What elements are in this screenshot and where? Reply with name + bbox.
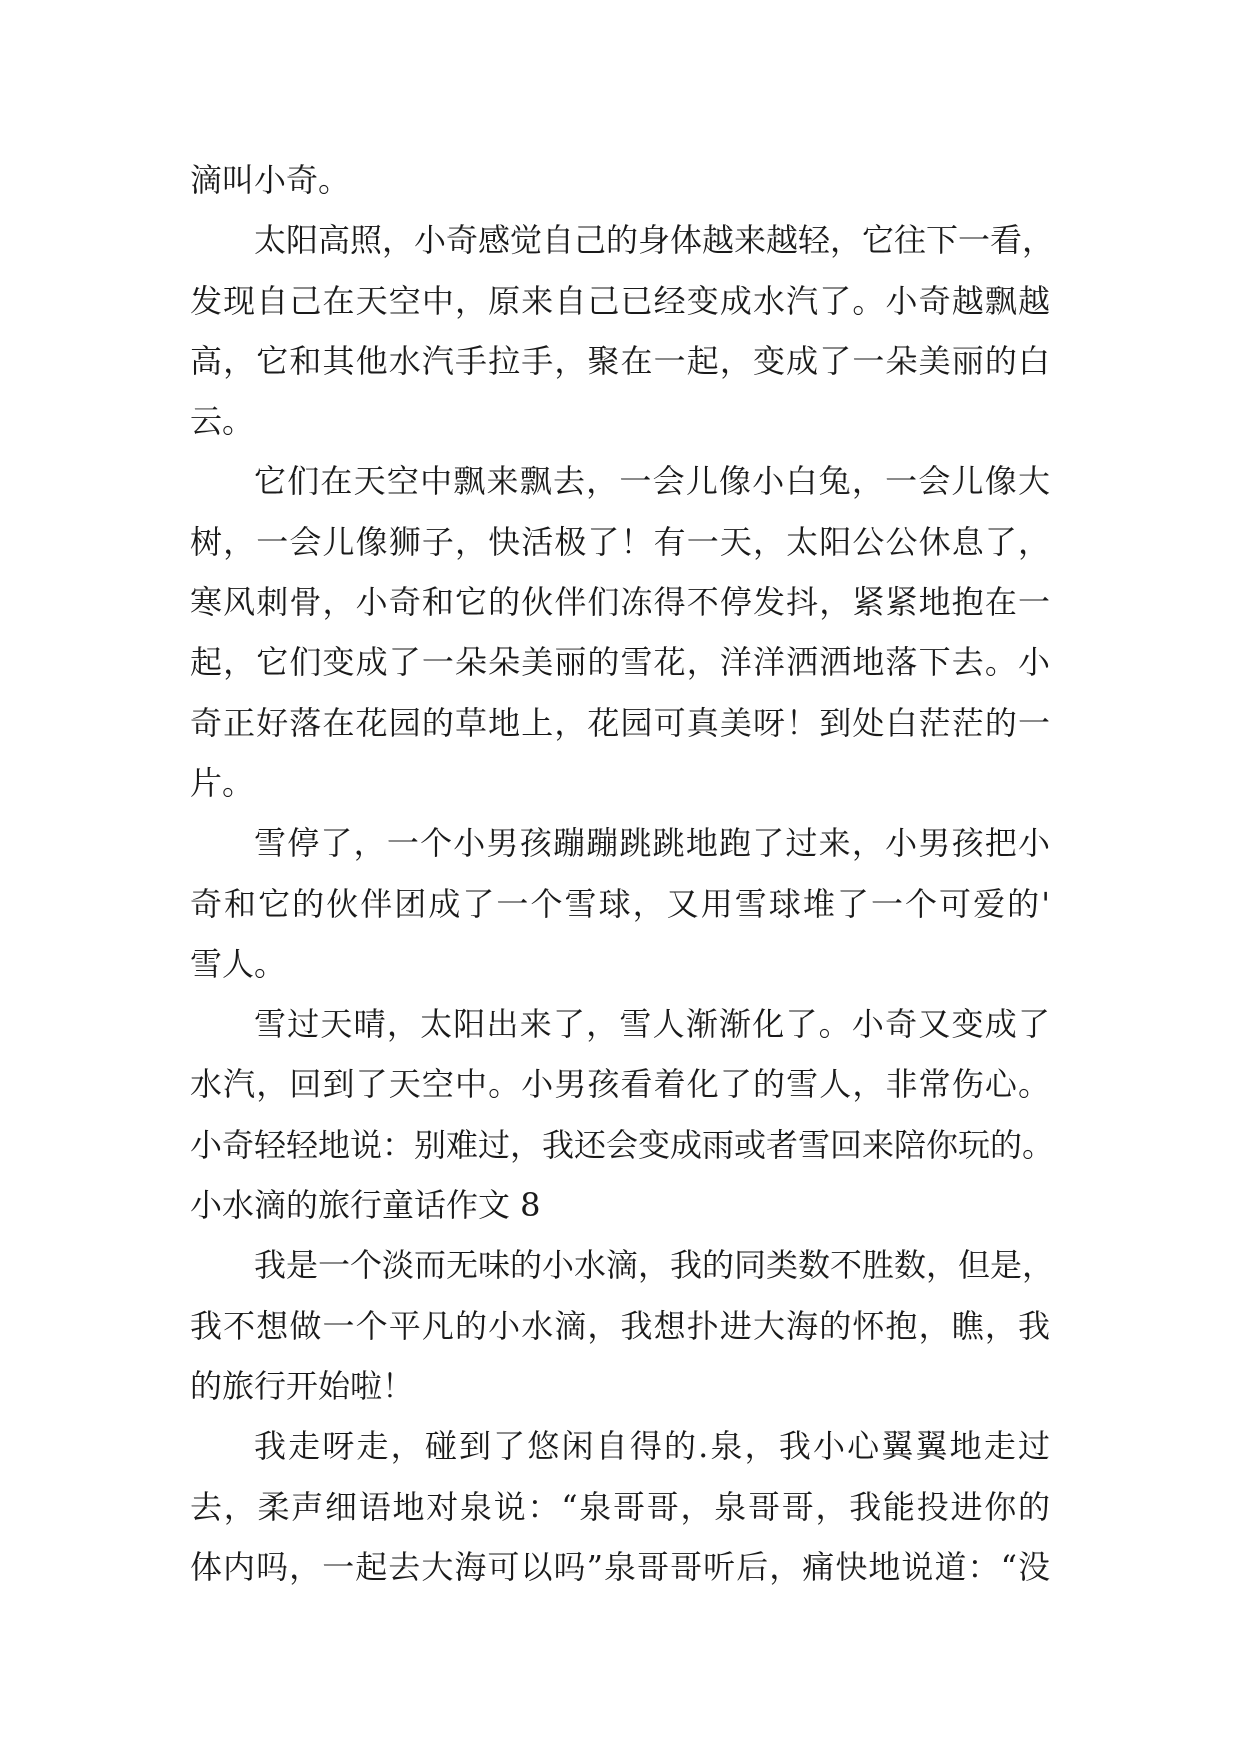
text-line: 奇和它的伙伴团成了一个雪球，又用雪球堆了一个可爱的' [190, 884, 1050, 923]
text-line: 小水滴的旅行童话作文 8 [190, 1186, 541, 1225]
text-line: 体内吗，一起去大海可以吗”泉哥哥听后，痛快地说道：“没 [190, 1547, 1050, 1586]
text-line: 树，一会儿像狮子，快活极了！有一天，太阳公公休息了， [190, 522, 1050, 561]
text-line: 小奇轻轻地说：别难过，我还会变成雨或者雪回来陪你玩的。 [190, 1125, 1055, 1164]
text-line: 滴叫小奇。 [190, 161, 351, 199]
paragraph-first-line: 太阳高照，小奇感觉自己的身体越来越轻，它往下一看， [254, 221, 1055, 260]
text-line: 水汽，回到了天空中。小男孩看着化了的雪人，非常伤心。 [190, 1065, 1050, 1104]
text-line: 的旅行开始啦！ [190, 1366, 415, 1405]
text-line: 云。 [190, 402, 255, 441]
paragraph-first-line: 雪停了，一个小男孩蹦蹦跳跳地跑了过来，小男孩把小 [254, 824, 1050, 863]
text-line: 发现自己在天空中，原来自己已经变成水汽了。小奇越飘越 [190, 281, 1050, 320]
paragraph-first-line: 我是一个淡而无味的小水滴，我的同类数不胜数，但是， [254, 1246, 1055, 1285]
text-line: 去，柔声细语地对泉说：“泉哥哥，泉哥哥，我能投进你的 [190, 1487, 1050, 1526]
text-line: 奇正好落在花园的草地上，花园可真美呀！到处白茫茫的一 [190, 703, 1050, 742]
text-line: 雪人。 [190, 944, 287, 983]
text-line: 寒风刺骨，小奇和它的伙伴们冻得不停发抖，紧紧地抱在一 [190, 583, 1050, 622]
paragraph-first-line: 雪过天晴，太阳出来了，雪人渐渐化了。小奇又变成了 [254, 1005, 1050, 1044]
paragraph-first-line: 它们在天空中飘来飘去，一会儿像小白兔，一会儿像大 [254, 462, 1050, 501]
text-line: 片。 [190, 763, 255, 802]
text-line: 我不想做一个平凡的小水滴，我想扑进大海的怀抱，瞧，我 [190, 1306, 1050, 1345]
paragraph-first-line: 我走呀走，碰到了悠闲自得的.泉，我小心翼翼地走过 [254, 1427, 1050, 1466]
text-line: 起，它们变成了一朵朵美丽的雪花，洋洋洒洒地落下去。小 [190, 643, 1050, 682]
document-body [190, 150, 1055, 1597]
text-line: 高，它和其他水汽手拉手，聚在一起，变成了一朵美丽的白 [190, 341, 1050, 380]
